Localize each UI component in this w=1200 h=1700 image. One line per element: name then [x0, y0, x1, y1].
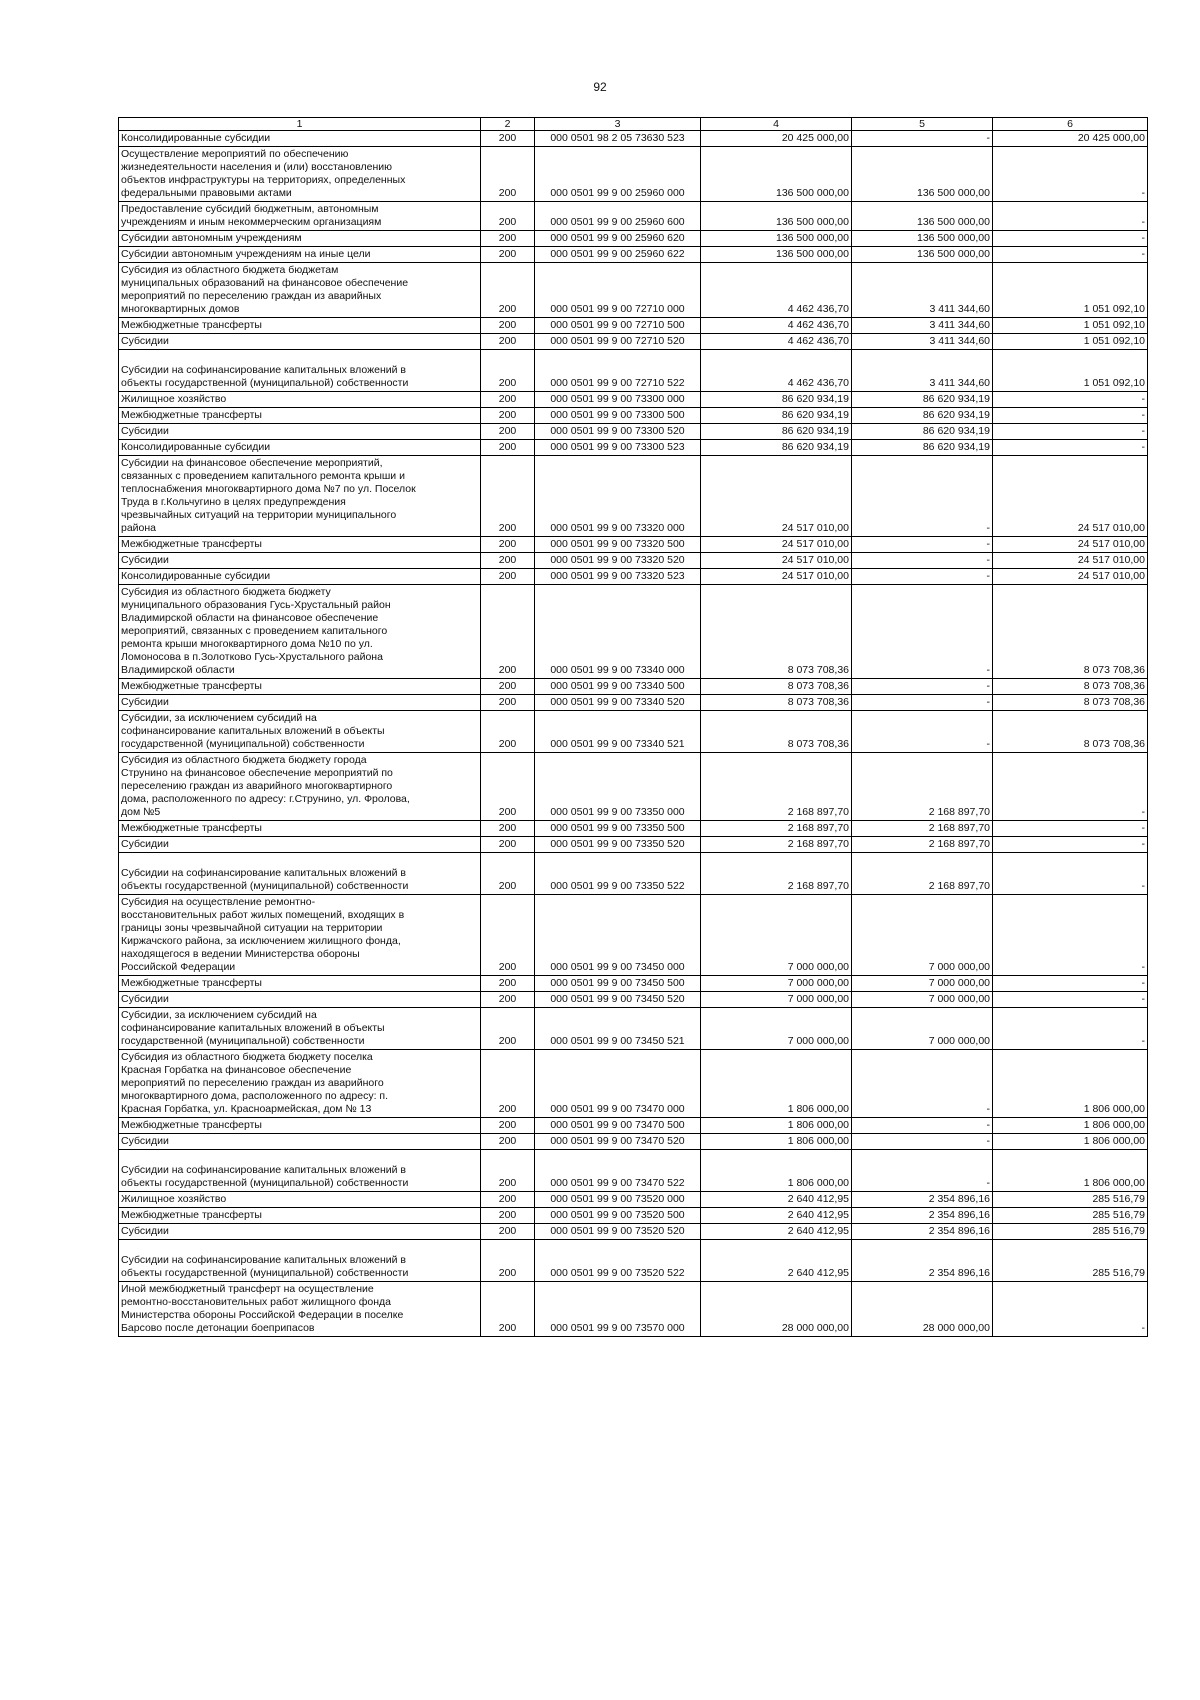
row-name-cell: Субсидии автономным учреждениям — [119, 231, 481, 247]
table-row — [119, 821, 1148, 837]
row-group-cell: 200 — [481, 711, 535, 753]
table-row — [119, 1240, 1148, 1282]
table-row — [119, 334, 1148, 350]
row-value-col4: 20 425 000,00 — [701, 131, 852, 147]
row-value-col5: 86 620 934,19 — [852, 408, 993, 424]
table-row — [119, 318, 1148, 334]
row-code-cell: 000 0501 99 9 00 73340 521 — [535, 711, 701, 753]
row-value-col4: 4 462 436,70 — [701, 263, 852, 318]
row-value-col6: 1 051 092,10 — [993, 334, 1148, 350]
row-group-cell: 200 — [481, 853, 535, 895]
row-value-col5: - — [852, 585, 993, 679]
row-value-col6: 1 806 000,00 — [993, 1134, 1148, 1150]
row-name-cell: Субсидии на софинансирование капитальных вложений в объекты государственной (муниципальной) собственности — [119, 1150, 481, 1192]
table-row — [119, 537, 1148, 553]
table-row — [119, 553, 1148, 569]
column-header: 1 — [119, 118, 481, 131]
row-group-cell: 200 — [481, 821, 535, 837]
row-value-col5: 2 168 897,70 — [852, 853, 993, 895]
row-value-col6: - — [993, 753, 1148, 821]
row-group-cell: 200 — [481, 976, 535, 992]
row-value-col4: 7 000 000,00 — [701, 1008, 852, 1050]
page-number: 92 — [593, 80, 607, 94]
row-group-cell: 200 — [481, 231, 535, 247]
row-name-cell: Субсидии на софинансирование капитальных вложений в объекты государственной (муниципальной) собственности — [119, 350, 481, 392]
row-code-cell: 000 0501 99 9 00 73450 000 — [535, 895, 701, 976]
row-name-cell: Субсидия из областного бюджета бюджетам муниципальных образований на финансовое обеспечение мероприятий по переселению граждан из аварийных многоквартирных домов — [119, 263, 481, 318]
row-group-cell: 200 — [481, 553, 535, 569]
row-value-col6: 8 073 708,36 — [993, 695, 1148, 711]
row-value-col4: 2 168 897,70 — [701, 753, 852, 821]
row-code-cell: 000 0501 99 9 00 72710 520 — [535, 334, 701, 350]
row-value-col5: 2 168 897,70 — [852, 821, 993, 837]
row-value-col6: - — [993, 247, 1148, 263]
row-value-col6: 8 073 708,36 — [993, 711, 1148, 753]
row-code-cell: 000 0501 98 2 05 73630 523 — [535, 131, 701, 147]
table-row — [119, 1224, 1148, 1240]
row-name-cell: Межбюджетные трансферты — [119, 537, 481, 553]
row-value-col4: 1 806 000,00 — [701, 1150, 852, 1192]
table-row — [119, 408, 1148, 424]
row-code-cell: 000 0501 99 9 00 73470 522 — [535, 1150, 701, 1192]
column-header: 5 — [852, 118, 993, 131]
row-code-cell: 000 0501 99 9 00 73520 520 — [535, 1224, 701, 1240]
row-value-col5: 86 620 934,19 — [852, 440, 993, 456]
row-name-cell: Субсидия на осуществление ремонтно- восстановительных работ жилых помещений, входящих в границы зоны чрезвычайной ситуации на территории Киржачского района, за исключением жилищного фонда, находящегося в ведении Министерства обороны Российской Федерации — [119, 895, 481, 976]
row-code-cell: 000 0501 99 9 00 25960 000 — [535, 147, 701, 202]
row-code-cell: 000 0501 99 9 00 25960 600 — [535, 202, 701, 231]
row-value-col6: - — [993, 895, 1148, 976]
row-value-col5: - — [852, 456, 993, 537]
row-name-cell: Субсидии, за исключением субсидий на софинансирование капитальных вложений в объекты государственной (муниципальной) собственности — [119, 1008, 481, 1050]
row-value-col6: 285 516,79 — [993, 1240, 1148, 1282]
row-value-col4: 24 517 010,00 — [701, 569, 852, 585]
table-row — [119, 895, 1148, 976]
row-code-cell: 000 0501 99 9 00 72710 000 — [535, 263, 701, 318]
row-code-cell: 000 0501 99 9 00 73520 522 — [535, 1240, 701, 1282]
row-group-cell: 200 — [481, 837, 535, 853]
row-group-cell: 200 — [481, 1240, 535, 1282]
row-name-cell: Субсидии на финансовое обеспечение мероприятий, связанных с проведением капитального ремонта крыши и теплоснабжения многоквартирного дома №7 по ул. Поселок Труда в г.Кольчугино в целях предупреждения чрезвычайных ситуаций на территории муниципального района — [119, 456, 481, 537]
column-header: 6 — [993, 118, 1148, 131]
row-group-cell: 200 — [481, 1224, 535, 1240]
row-value-col5: - — [852, 1050, 993, 1118]
row-value-col5: 2 168 897,70 — [852, 753, 993, 821]
row-value-col4: 7 000 000,00 — [701, 976, 852, 992]
row-code-cell: 000 0501 99 9 00 73570 000 — [535, 1282, 701, 1337]
row-name-cell: Субсидии — [119, 1224, 481, 1240]
row-value-col6: - — [993, 1008, 1148, 1050]
row-value-col6: 285 516,79 — [993, 1192, 1148, 1208]
row-value-col5: - — [852, 1150, 993, 1192]
row-code-cell: 000 0501 99 9 00 73470 500 — [535, 1118, 701, 1134]
table-row — [119, 976, 1148, 992]
table-row — [119, 1192, 1148, 1208]
row-value-col4: 8 073 708,36 — [701, 585, 852, 679]
row-value-col4: 86 620 934,19 — [701, 424, 852, 440]
budget-table — [118, 117, 1148, 1337]
table-row — [119, 853, 1148, 895]
row-value-col5: 3 411 344,60 — [852, 350, 993, 392]
row-group-cell: 200 — [481, 247, 535, 263]
row-code-cell: 000 0501 99 9 00 73320 520 — [535, 553, 701, 569]
row-value-col4: 2 640 412,95 — [701, 1192, 852, 1208]
row-value-col6: 24 517 010,00 — [993, 456, 1148, 537]
table-row — [119, 1008, 1148, 1050]
row-value-col5: - — [852, 131, 993, 147]
row-name-cell: Межбюджетные трансферты — [119, 1118, 481, 1134]
row-group-cell: 200 — [481, 537, 535, 553]
row-value-col5: 2 168 897,70 — [852, 837, 993, 853]
row-name-cell: Субсидии — [119, 334, 481, 350]
table-row — [119, 695, 1148, 711]
row-name-cell: Субсидии — [119, 424, 481, 440]
row-value-col5: 3 411 344,60 — [852, 318, 993, 334]
row-value-col4: 86 620 934,19 — [701, 440, 852, 456]
row-name-cell: Субсидия из областного бюджета бюджету муниципального образования Гусь-Хрустальный район Владимирской области на финансовое обеспечение мероприятий, связанных с проведением капитального ремонта крыши многоквартирного дома №10 по ул. Ломоносова в п.Золотково Гусь-Хрустального района Владимирской области — [119, 585, 481, 679]
row-code-cell: 000 0501 99 9 00 73450 521 — [535, 1008, 701, 1050]
row-name-cell: Субсидии — [119, 992, 481, 1008]
row-code-cell: 000 0501 99 9 00 72710 500 — [535, 318, 701, 334]
row-name-cell: Консолидированные субсидии — [119, 440, 481, 456]
table-row — [119, 837, 1148, 853]
row-code-cell: 000 0501 99 9 00 73470 520 — [535, 1134, 701, 1150]
row-name-cell: Межбюджетные трансферты — [119, 318, 481, 334]
row-group-cell: 200 — [481, 1192, 535, 1208]
row-group-cell: 200 — [481, 263, 535, 318]
row-name-cell: Жилищное хозяйство — [119, 1192, 481, 1208]
row-code-cell: 000 0501 99 9 00 73350 500 — [535, 821, 701, 837]
row-value-col6: 8 073 708,36 — [993, 585, 1148, 679]
row-group-cell: 200 — [481, 424, 535, 440]
table-row — [119, 1134, 1148, 1150]
row-value-col4: 7 000 000,00 — [701, 895, 852, 976]
row-code-cell: 000 0501 99 9 00 73320 500 — [535, 537, 701, 553]
row-value-col6: - — [993, 992, 1148, 1008]
table-row — [119, 440, 1148, 456]
row-value-col5: 7 000 000,00 — [852, 992, 993, 1008]
row-code-cell: 000 0501 99 9 00 73300 500 — [535, 408, 701, 424]
row-value-col5: 7 000 000,00 — [852, 976, 993, 992]
row-value-col6: - — [993, 408, 1148, 424]
row-group-cell: 200 — [481, 585, 535, 679]
row-value-col4: 7 000 000,00 — [701, 992, 852, 1008]
row-value-col5: 86 620 934,19 — [852, 392, 993, 408]
row-name-cell: Иной межбюджетный трансферт на осуществление ремонтно-восстановительных работ жилищного фонда Министерства обороны Российской Федерации в поселке Барсово после детонации боеприпасов — [119, 1282, 481, 1337]
row-code-cell: 000 0501 99 9 00 25960 620 — [535, 231, 701, 247]
table-row — [119, 679, 1148, 695]
row-value-col5: 2 354 896,16 — [852, 1192, 993, 1208]
row-name-cell: Осуществление мероприятий по обеспечению жизнедеятельности населения и (или) восстановлению объектов инфраструктуры на территориях, определенных федеральными правовыми актами — [119, 147, 481, 202]
row-value-col4: 24 517 010,00 — [701, 456, 852, 537]
row-name-cell: Межбюджетные трансферты — [119, 821, 481, 837]
table-row — [119, 247, 1148, 263]
table-header-row — [119, 118, 1148, 131]
row-value-col6: 1 051 092,10 — [993, 318, 1148, 334]
row-value-col6: - — [993, 853, 1148, 895]
row-value-col6: 285 516,79 — [993, 1224, 1148, 1240]
row-code-cell: 000 0501 99 9 00 73320 523 — [535, 569, 701, 585]
row-value-col4: 4 462 436,70 — [701, 334, 852, 350]
row-name-cell: Субсидии на софинансирование капитальных вложений в объекты государственной (муниципальной) собственности — [119, 1240, 481, 1282]
row-value-col4: 1 806 000,00 — [701, 1050, 852, 1118]
table-row — [119, 202, 1148, 231]
row-code-cell: 000 0501 99 9 00 72710 522 — [535, 350, 701, 392]
row-value-col4: 2 168 897,70 — [701, 853, 852, 895]
row-value-col5: 7 000 000,00 — [852, 1008, 993, 1050]
row-group-cell: 200 — [481, 1208, 535, 1224]
row-name-cell: Субсидии автономным учреждениям на иные цели — [119, 247, 481, 263]
row-group-cell: 200 — [481, 1008, 535, 1050]
table-row — [119, 1050, 1148, 1118]
row-value-col6: - — [993, 392, 1148, 408]
row-value-col5: 136 500 000,00 — [852, 202, 993, 231]
row-value-col6: - — [993, 821, 1148, 837]
row-value-col4: 24 517 010,00 — [701, 537, 852, 553]
row-value-col4: 2 168 897,70 — [701, 837, 852, 853]
row-name-cell: Субсидии — [119, 553, 481, 569]
row-code-cell: 000 0501 99 9 00 73350 520 — [535, 837, 701, 853]
row-code-cell: 000 0501 99 9 00 25960 622 — [535, 247, 701, 263]
row-value-col5: 3 411 344,60 — [852, 263, 993, 318]
row-value-col5: 136 500 000,00 — [852, 147, 993, 202]
column-header: 3 — [535, 118, 701, 131]
row-value-col5: - — [852, 711, 993, 753]
row-name-cell: Субсидии, за исключением субсидий на софинансирование капитальных вложений в объекты государственной (муниципальной) собственности — [119, 711, 481, 753]
table-row — [119, 231, 1148, 247]
row-value-col5: - — [852, 569, 993, 585]
row-name-cell: Жилищное хозяйство — [119, 392, 481, 408]
row-group-cell: 200 — [481, 753, 535, 821]
row-group-cell: 200 — [481, 695, 535, 711]
row-group-cell: 200 — [481, 350, 535, 392]
row-value-col6: 24 517 010,00 — [993, 537, 1148, 553]
row-group-cell: 200 — [481, 440, 535, 456]
row-value-col5: 2 354 896,16 — [852, 1224, 993, 1240]
table-row — [119, 1208, 1148, 1224]
row-value-col4: 2 640 412,95 — [701, 1208, 852, 1224]
row-name-cell: Межбюджетные трансферты — [119, 976, 481, 992]
table-row — [119, 753, 1148, 821]
row-name-cell: Межбюджетные трансферты — [119, 679, 481, 695]
table-body — [119, 131, 1148, 1337]
table-row — [119, 147, 1148, 202]
row-value-col5: - — [852, 679, 993, 695]
row-group-cell: 200 — [481, 1134, 535, 1150]
row-code-cell: 000 0501 99 9 00 73300 000 — [535, 392, 701, 408]
row-name-cell: Консолидированные субсидии — [119, 131, 481, 147]
row-value-col6: - — [993, 424, 1148, 440]
row-value-col6: - — [993, 976, 1148, 992]
table-row — [119, 1118, 1148, 1134]
table-row — [119, 569, 1148, 585]
row-value-col6: 20 425 000,00 — [993, 131, 1148, 147]
row-name-cell: Субсидии — [119, 837, 481, 853]
row-value-col4: 2 640 412,95 — [701, 1224, 852, 1240]
row-group-cell: 200 — [481, 1050, 535, 1118]
row-value-col4: 8 073 708,36 — [701, 679, 852, 695]
row-value-col4: 136 500 000,00 — [701, 231, 852, 247]
row-value-col6: - — [993, 231, 1148, 247]
row-code-cell: 000 0501 99 9 00 73350 000 — [535, 753, 701, 821]
row-value-col4: 86 620 934,19 — [701, 392, 852, 408]
row-value-col5: - — [852, 695, 993, 711]
table-row — [119, 711, 1148, 753]
row-group-cell: 200 — [481, 318, 535, 334]
row-value-col6: 1 806 000,00 — [993, 1118, 1148, 1134]
row-value-col6: 24 517 010,00 — [993, 553, 1148, 569]
row-group-cell: 200 — [481, 392, 535, 408]
row-name-cell: Консолидированные субсидии — [119, 569, 481, 585]
row-value-col6: - — [993, 837, 1148, 853]
row-group-cell: 200 — [481, 408, 535, 424]
row-name-cell: Субсидии — [119, 695, 481, 711]
row-value-col6: 1 806 000,00 — [993, 1050, 1148, 1118]
table-row — [119, 392, 1148, 408]
row-value-col6: - — [993, 440, 1148, 456]
row-code-cell: 000 0501 99 9 00 73300 523 — [535, 440, 701, 456]
row-value-col4: 136 500 000,00 — [701, 247, 852, 263]
row-value-col6: - — [993, 1282, 1148, 1337]
row-group-cell: 200 — [481, 202, 535, 231]
row-group-cell: 200 — [481, 1150, 535, 1192]
row-group-cell: 200 — [481, 1282, 535, 1337]
table-row — [119, 1150, 1148, 1192]
row-name-cell: Межбюджетные трансферты — [119, 1208, 481, 1224]
row-value-col4: 8 073 708,36 — [701, 711, 852, 753]
row-value-col4: 4 462 436,70 — [701, 318, 852, 334]
row-code-cell: 000 0501 99 9 00 73470 000 — [535, 1050, 701, 1118]
row-value-col5: 28 000 000,00 — [852, 1282, 993, 1337]
row-value-col6: - — [993, 202, 1148, 231]
row-value-col5: - — [852, 537, 993, 553]
row-group-cell: 200 — [481, 131, 535, 147]
table-row — [119, 350, 1148, 392]
table-row — [119, 1282, 1148, 1337]
row-code-cell: 000 0501 99 9 00 73340 000 — [535, 585, 701, 679]
table-row — [119, 131, 1148, 147]
column-header: 2 — [481, 118, 535, 131]
row-value-col4: 136 500 000,00 — [701, 202, 852, 231]
row-value-col4: 1 806 000,00 — [701, 1134, 852, 1150]
row-value-col4: 4 462 436,70 — [701, 350, 852, 392]
row-value-col4: 28 000 000,00 — [701, 1282, 852, 1337]
table-row — [119, 456, 1148, 537]
row-group-cell: 200 — [481, 569, 535, 585]
row-value-col6: 1 806 000,00 — [993, 1150, 1148, 1192]
row-value-col5: 136 500 000,00 — [852, 231, 993, 247]
column-header: 4 — [701, 118, 852, 131]
row-group-cell: 200 — [481, 895, 535, 976]
row-group-cell: 200 — [481, 147, 535, 202]
row-group-cell: 200 — [481, 456, 535, 537]
row-value-col4: 2 640 412,95 — [701, 1240, 852, 1282]
row-code-cell: 000 0501 99 9 00 73300 520 — [535, 424, 701, 440]
row-code-cell: 000 0501 99 9 00 73340 520 — [535, 695, 701, 711]
row-code-cell: 000 0501 99 9 00 73450 520 — [535, 992, 701, 1008]
row-value-col5: - — [852, 1134, 993, 1150]
row-name-cell: Субсидия из областного бюджета бюджету поселка Красная Горбатка на финансовое обеспечение мероприятий по переселению граждан из аварийного многоквартирного дома, расположенного по адресу: п. Красная Горбатка, ул. Красноармейская, дом № 13 — [119, 1050, 481, 1118]
table-row — [119, 424, 1148, 440]
table-row — [119, 585, 1148, 679]
row-name-cell: Субсидии — [119, 1134, 481, 1150]
row-value-col6: 8 073 708,36 — [993, 679, 1148, 695]
row-value-col5: 136 500 000,00 — [852, 247, 993, 263]
row-name-cell: Субсидии на софинансирование капитальных вложений в объекты государственной (муниципальной) собственности — [119, 853, 481, 895]
row-value-col6: 1 051 092,10 — [993, 350, 1148, 392]
row-value-col4: 136 500 000,00 — [701, 147, 852, 202]
row-value-col6: - — [993, 147, 1148, 202]
row-group-cell: 200 — [481, 1118, 535, 1134]
row-code-cell: 000 0501 99 9 00 73450 500 — [535, 976, 701, 992]
row-value-col5: 2 354 896,16 — [852, 1240, 993, 1282]
table-row — [119, 992, 1148, 1008]
row-value-col5: 3 411 344,60 — [852, 334, 993, 350]
row-value-col5: 7 000 000,00 — [852, 895, 993, 976]
row-name-cell: Субсидия из областного бюджета бюджету города Струнино на финансовое обеспечение мероприятий по переселению граждан из аварийного многоквартирного дома, расположенного по адресу: г.Струнино, ул. Фролова, дом №5 — [119, 753, 481, 821]
row-name-cell: Предоставление субсидий бюджетным, автономным учреждениям и иным некоммерческим организациям — [119, 202, 481, 231]
row-value-col4: 86 620 934,19 — [701, 408, 852, 424]
row-code-cell: 000 0501 99 9 00 73340 500 — [535, 679, 701, 695]
row-value-col6: 24 517 010,00 — [993, 569, 1148, 585]
row-group-cell: 200 — [481, 992, 535, 1008]
row-value-col6: 285 516,79 — [993, 1208, 1148, 1224]
row-value-col4: 2 168 897,70 — [701, 821, 852, 837]
row-value-col4: 24 517 010,00 — [701, 553, 852, 569]
row-value-col4: 8 073 708,36 — [701, 695, 852, 711]
row-code-cell: 000 0501 99 9 00 73520 000 — [535, 1192, 701, 1208]
row-value-col5: 86 620 934,19 — [852, 424, 993, 440]
row-value-col6: 1 051 092,10 — [993, 263, 1148, 318]
table-row — [119, 263, 1148, 318]
row-code-cell: 000 0501 99 9 00 73350 522 — [535, 853, 701, 895]
row-name-cell: Межбюджетные трансферты — [119, 408, 481, 424]
row-value-col4: 1 806 000,00 — [701, 1118, 852, 1134]
row-code-cell: 000 0501 99 9 00 73320 000 — [535, 456, 701, 537]
row-code-cell: 000 0501 99 9 00 73520 500 — [535, 1208, 701, 1224]
row-value-col5: 2 354 896,16 — [852, 1208, 993, 1224]
row-value-col5: - — [852, 553, 993, 569]
row-group-cell: 200 — [481, 334, 535, 350]
row-value-col5: - — [852, 1118, 993, 1134]
row-group-cell: 200 — [481, 679, 535, 695]
